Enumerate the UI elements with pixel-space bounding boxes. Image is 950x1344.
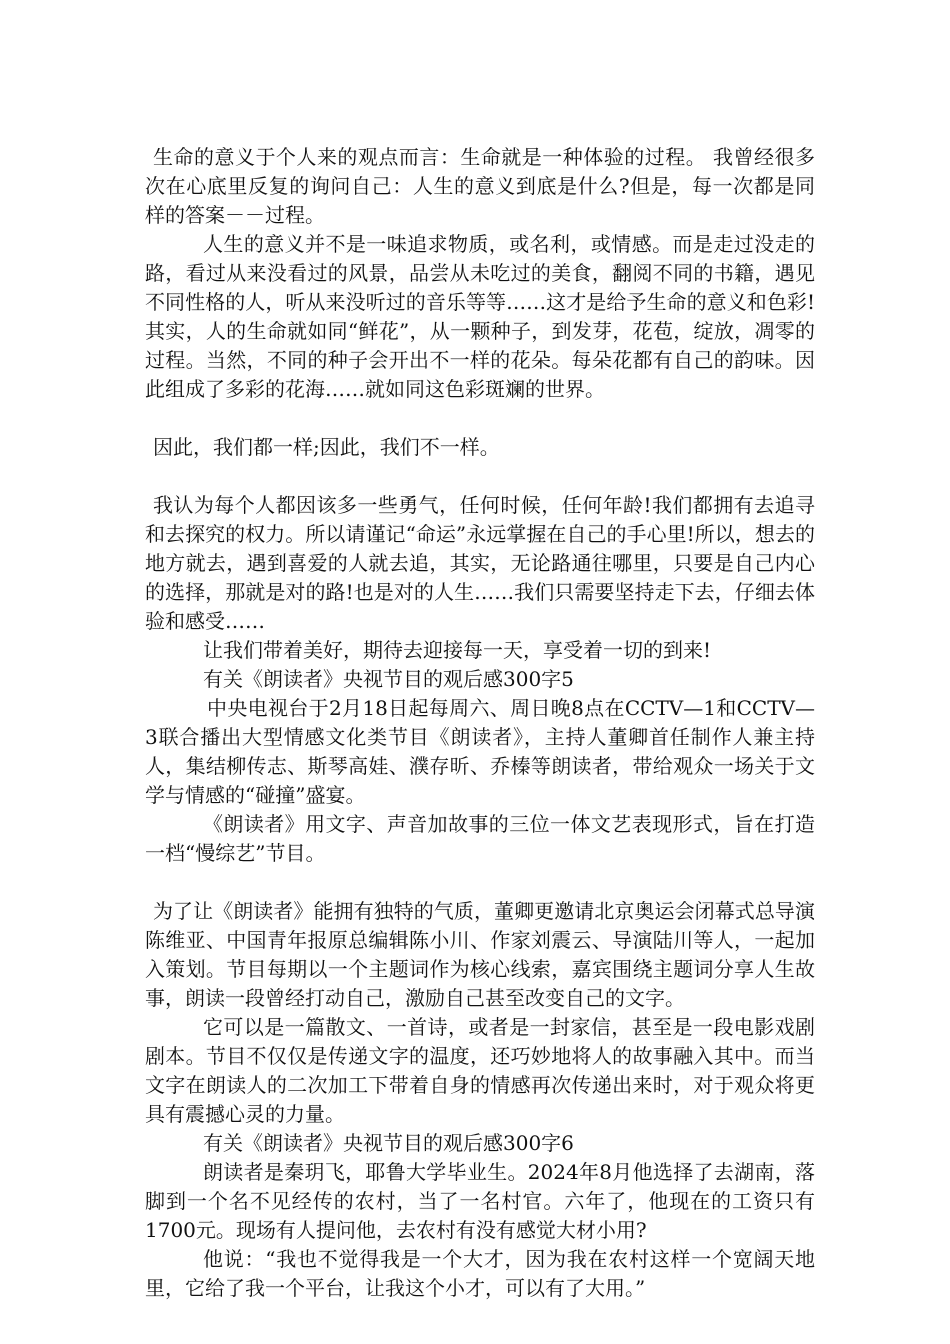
paragraph: 因此，我们都一样;因此，我们不一样。 — [153, 435, 500, 459]
paragraph-gap — [145, 462, 815, 491]
paragraph-gap — [145, 404, 815, 433]
paragraph: 人生的意义并不是一味追求物质，或名利，或情感。而是走过没走的路，看过从来没看过的风景，品尝从未吃过的美食，翻阅不同的书籍，遇见不同性格的人，听从来没听过的音乐等等……这才是给予生命的意义和色彩!其实，人的生命就如同“鲜花”，从一颗种子，到发芽，花苞，绽放，凋零的过程。当然，不同的种子会开出不一样的花朵。每朵花都有自己的韵味。因此组成了多彩的花海……就如同这色彩斑斓的世界。 — [145, 232, 815, 401]
paragraph: 它可以是一篇散文、一首诗，或者是一封家信，甚至是一段电影戏剧剧本。节目不仅仅是传递文字的温度，还巧妙地将人的故事融入其中。而当文字在朗读人的二次加工下带着自身的情感再次传递出来时，对于观众将更具有震撼心灵的力量。 — [145, 1015, 815, 1126]
paragraph: 生命的意义于个人来的观点而言：生命就是一种体验的过程。 我曾经很多次在心底里反复的询问自己：人生的意义到底是什么?但是，每一次都是同样的答案－－过程。 — [145, 145, 815, 227]
document-body — [145, 143, 815, 1303]
section-heading: 有关《朗读者》央视节目的观后感300字6 — [203, 1131, 574, 1155]
paragraph: 《朗读者》用文字、声音加故事的三位一体文艺表现形式，旨在打造一档“慢综艺”节目。 — [145, 812, 815, 865]
paragraph: 让我们带着美好，期待去迎接每一天，享受着一切的到来! — [203, 638, 712, 662]
section-heading: 有关《朗读者》央视节目的观后感300字5 — [203, 667, 574, 691]
paragraph: 他说：“我也不觉得我是一个大才，因为我在农村这样一个宽阔天地里，它给了我一个平台，让我这个小才，可以有了大用。” — [145, 1247, 815, 1300]
paragraph-gap — [145, 868, 815, 897]
paragraph: 我认为每个人都因该多一些勇气，任何时候，任何年龄!我们都拥有去追寻和去探究的权力。所以请谨记“命运”永远掌握在自己的手心里!所以，想去的地方就去，遇到喜爱的人就去追，其实，无论路通往哪里，只要是自己内心的选择，那就是对的路!也是对的人生……我们只需要坚持走下去，仔细去体验和感受…… — [145, 493, 815, 633]
paragraph: 朗读者是秦玥飞，耶鲁大学毕业生。2024年8月他选择了去湖南，落脚到一个名不见经传的农村，当了一名村官。六年了，他现在的工资只有1700元。现场有人提问他，去农村有没有感觉大材小用? — [145, 1160, 815, 1242]
paragraph: 为了让《朗读者》能拥有独特的气质，董卿更邀请北京奥运会闭幕式总导演陈维亚、中国青年报原总编辑陈小川、作家刘震云、导演陆川等人，一起加入策划。节目每期以一个主题词作为核心线索，嘉宾围绕主题词分享人生故事，朗读一段曾经打动自己，激励自己甚至改变自己的文字。 — [145, 899, 815, 1010]
paragraph: 中央电视台于2月18日起每周六、周日晚8点在CCTV—1和CCTV—3联合播出大型情感文化类节目《朗读者》，主持人董卿首任制作人兼主持人，集结柳传志、斯琴高娃、濮存昕、乔榛等朗读者，带给观众一场关于文学与情感的“碰撞”盛宴。 — [145, 696, 815, 807]
